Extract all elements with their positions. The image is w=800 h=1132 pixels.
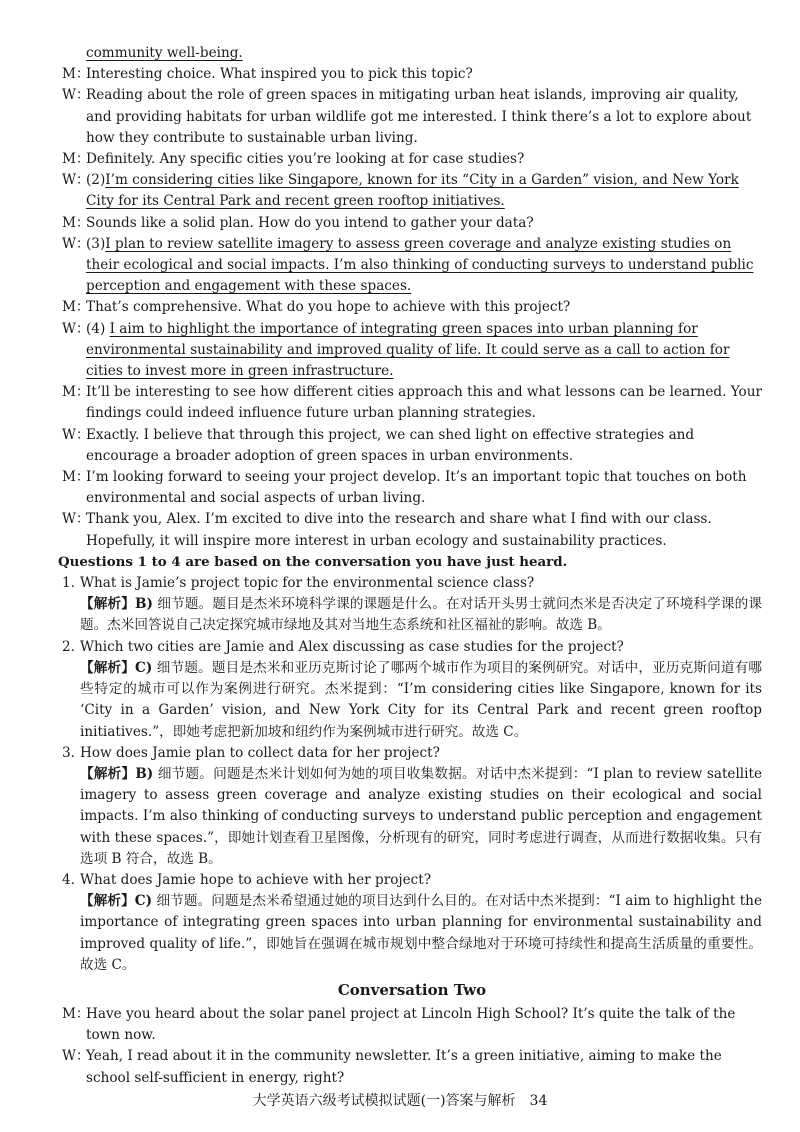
analysis-text: 细节题。题目是杰米和亚历克斯讨论了哪两个城市作为项目的案例研究。对话中，亚历克斯问道有哪些特定的城市可以作为案例进行研究。杰米提到：“I’m considering cities like Singapore, known for its ‘City in a Garden’ vision, and New York City for its Central Park and recent green rooftop initiatives.”，即她考虑把新加坡和纽约作为案例城市进行研究。故选 C。 <box>80 659 763 740</box>
dialogue-turn <box>62 297 762 318</box>
answer-marker: (3) <box>86 235 106 252</box>
speaker-label: W： <box>62 235 90 252</box>
analysis <box>62 891 762 976</box>
speaker-label: M： <box>62 299 90 316</box>
question <box>62 637 762 658</box>
questions-heading: Questions 1 to 4 are based on the conversation you have just heard. <box>58 553 568 570</box>
speaker-label: M： <box>62 151 90 168</box>
question-number: 1. <box>62 575 75 592</box>
analysis <box>62 594 762 636</box>
dialogue-turn <box>62 467 762 509</box>
page-footer <box>0 1090 800 1110</box>
question-text: What is Jamie’s project topic for the environmental science class? <box>80 575 535 592</box>
dialogue-turn <box>62 85 762 149</box>
analysis-text: 细节题。问题是杰米希望通过她的项目达到什么目的。在对话中杰米提到：“I aim to highlight the importance of integrating green spaces into urban planning for environmental sustainability and improved quality of life.”，即她旨在强调在城市规划中整合绿地对于环境可持续性和提高生活质量的重要性。故选 C。 <box>80 893 762 973</box>
dialogue-text: Definitely. Any specific cities you’re looking at for case studies? <box>86 151 525 168</box>
speaker-label: W： <box>62 511 90 528</box>
footer-title: 大学英语六级考试模拟试题(一)答案与解析 <box>252 1093 516 1109</box>
dialogue-turn <box>62 319 762 383</box>
speaker-label: M： <box>62 1005 90 1022</box>
analysis-tag: 【解析】B) <box>80 596 153 613</box>
speaker-label: W： <box>62 320 90 337</box>
key-sentence: I’m considering cities like Singapore, known for its “City in a Garden” vision, and New York City for its Central Park and recent green rooftop initiatives. <box>86 172 739 210</box>
analysis-tag: 【解析】B) <box>80 765 154 782</box>
speaker-label: M： <box>62 469 90 486</box>
dialogue-text: Yeah, I read about it in the community newsletter. It’s a green initiative, aiming to make the school self-sufficient in energy, right? <box>86 1048 722 1086</box>
page-number: 34 <box>529 1093 548 1109</box>
dialogue-turn <box>62 1004 762 1046</box>
dialogue-continuation <box>62 43 762 64</box>
analysis-text: 细节题。问题是杰米计划如何为她的项目收集数据。对话中杰米提到：“I plan to review satellite imagery to assess green coverage and analyze existing studies on their ecological and social impacts. I’m also thinking of conducting surveys to understand public perception and engagement with these spaces.”，即她计划查看卫星图像，分析现有的研究，同时考虑进行调查，从而进行数据收集。只有选项 B 符合，故选 B。 <box>80 765 763 867</box>
question <box>62 743 762 764</box>
analysis-text: 细节题。题目是杰米环境科学课的课题是什么。在对话开头男士就问杰米是否决定了环境科学课的课题。杰米回答说自己决定探究城市绿地及其对当地生态系统和社区福祉的影响。故选 B。 <box>80 596 763 634</box>
speaker-label: W： <box>62 172 90 189</box>
dialogue-turn <box>62 425 762 467</box>
speaker-label: W： <box>62 87 90 104</box>
speaker-label: W： <box>62 1048 90 1065</box>
answer-marker: (2) <box>86 172 106 189</box>
key-sentence: I plan to review satellite imagery to assess green coverage and analyze existing studies on their ecological and social impacts. I’m also thinking of conducting surveys to understand public perception and engagement with these spaces. <box>86 235 754 295</box>
dialogue-turn <box>62 149 762 170</box>
dialogue-text: Sounds like a solid plan. How do you intend to gather your data? <box>86 214 534 231</box>
question-block <box>62 573 762 637</box>
analysis <box>62 764 762 870</box>
speaker-label: M： <box>62 214 90 231</box>
dialogue-turn <box>62 170 762 212</box>
dialogue-text: Reading about the role of green spaces in mitigating urban heat islands, improving air quality, and providing habitats for urban wildlife got me interested. I think there’s a lot to explore about how they contribute to sustainable urban living. <box>86 87 752 146</box>
question-block <box>62 637 762 743</box>
key-sentence: I aim to highlight the importance of integrating green spaces into urban planning for environmental sustainability and improved quality of life. It could serve as a call to action for cities to invest more in green infrastructure. <box>86 320 730 380</box>
dialogue-turn <box>62 64 762 85</box>
analysis-tag: 【解析】C) <box>80 659 153 676</box>
speaker-label: M： <box>62 384 90 401</box>
dialogue-text: Have you heard about the solar panel project at Lincoln High School? It’s quite the talk of the town now. <box>86 1005 736 1044</box>
question-text: What does Jamie hope to achieve with her project? <box>80 871 432 888</box>
dialogue-turn <box>62 509 762 551</box>
question <box>62 573 762 594</box>
answer-marker: (4) <box>86 320 110 337</box>
dialogue-text: Interesting choice. What inspired you to pick this topic? <box>86 66 473 83</box>
question-text: How does Jamie plan to collect data for her project? <box>80 744 440 761</box>
question-number: 2. <box>62 638 75 655</box>
question-number: 4. <box>62 871 75 888</box>
dialogue-text: Thank you, Alex. I’m excited to dive into the research and share what I find with our class. Hopefully, it will inspire more interest in urban ecology and sustainability practices. <box>86 511 712 549</box>
dialogue-turn <box>62 1046 762 1088</box>
analysis <box>62 658 762 743</box>
question-text: Which two cities are Jamie and Alex discussing as case studies for the project? <box>80 638 624 655</box>
question <box>62 870 762 891</box>
speaker-label: M： <box>62 66 90 83</box>
dialogue-turn <box>62 213 762 234</box>
question-block <box>62 870 762 976</box>
dialogue-text: That’s comprehensive. What do you hope to achieve with this project? <box>86 299 571 316</box>
analysis-tag: 【解析】C) <box>80 893 153 910</box>
dialogue-turn <box>62 234 762 298</box>
question-number: 3. <box>62 744 75 761</box>
dialogue-text: I’m looking forward to seeing your project develop. It’s an important topic that touches on both environmental and social aspects of urban living. <box>86 469 747 507</box>
speaker-label: W： <box>62 426 90 443</box>
section-title: Conversation Two <box>337 980 487 999</box>
document-body <box>58 43 763 1089</box>
question-block <box>62 743 762 870</box>
dialogue-text: Exactly. I believe that through this project, we can shed light on effective strategies and encourage a broader adoption of green spaces in urban environments. <box>86 426 695 464</box>
dialogue-text: It’ll be interesting to see how different cities approach this and what lessons can be learned. Your findings could indeed influence future urban planning strategies. <box>86 384 762 422</box>
dialogue-text: community well-being. <box>86 45 243 61</box>
dialogue-turn <box>62 382 762 424</box>
